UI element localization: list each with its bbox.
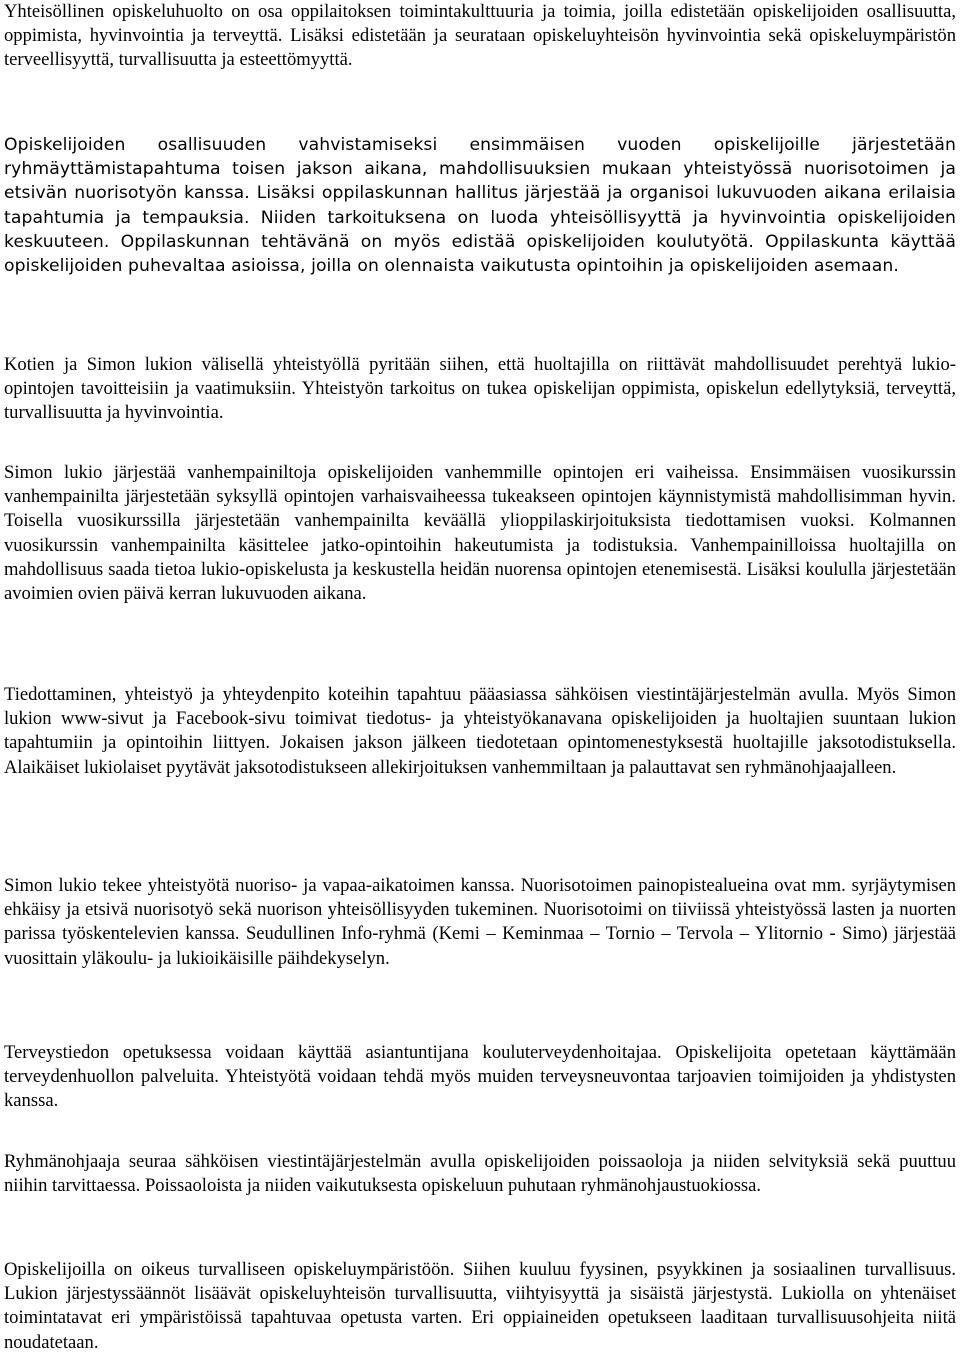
paragraph-student-welfare: Yhteisöllinen opiskeluhuolto on osa oppilaitoksen toimintakulttuuria ja toimia, joilla edistetään opiskelijoiden osallisuutta, oppimista, hyvinvointia ja terveyttä. Lisäksi edistetään ja seurataan opiskeluyhteisön hyvinvointia sekä opiskeluympäristön terveellisyyttä, turvallisuutta ja esteettömyyttä.: [4, 1, 956, 71]
paragraph-student-participation: Opiskelijoiden osallisuuden vahvistamiseksi ensimmäisen vuoden opiskelijoille järjestetään ryhmäyttämistapahtuma toisen jakson aikana, mahdollisuuksien mukaan yhteistyössä nuorisotoimen ja etsivän nuorisotyön kanssa. Lisäksi oppilaskunnan hallitus järjestää ja organisoi lukuvuoden aikana erilaisia tapahtumia ja tempauksia. Niiden tarkoituksena on luoda yhteisöllisyyttä ja hyvinvointia opiskelijoiden keskuuteen. Oppilaskunnan tehtävänä on myös edistää opiskelijoiden koulutyötä. Oppilaskunta käyttää opiskelijoiden puhevaltaa asioissa, joilla on olennaista vaikutusta opintoihin ja opiskelijoiden asemaan.: [4, 135, 956, 277]
paragraph-home-cooperation: Kotien ja Simon lukion välisellä yhteistyöllä pyritään siihen, että huoltajilla on riittävät mahdollisuudet perehtyä lukio-opintojen tavoitteisiin ja vaatimuksiin. Yhteistyön tarkoitus on tukea opiskelijan oppimista, opiskelun edellytyksiä, terveyttä, turvallisuutta ja hyvinvointia.: [4, 354, 956, 424]
paragraph-safe-environment: Opiskelijoilla on oikeus turvalliseen opiskeluympäristöön. Siihen kuuluu fyysinen, psyykkinen ja sosiaalinen turvallisuus. Lukion järjestyssäännöt lisäävät opiskeluyhteisön turvallisuutta, viihtyisyyttä ja sisäistä järjestystä. Lukiolla on yhtenäiset toimintatavat eri ympäristöissä tapahtuvaa opetusta varten. Eri oppiaineiden opetukseen laaditaan turvallisuusohjeita niitä noudatetaan.: [4, 1259, 956, 1353]
paragraph-communication: Tiedottaminen, yhteistyö ja yhteydenpito koteihin tapahtuu pääasiassa sähköisen viestintäjärjestelmän avulla. Myös Simon lukion www-sivut ja Facebook-sivu toimivat tiedotus- ja yhteistyökanavana opiskelijoiden ja huoltajien suuntaan lukion tapahtumiin ja opintoihin liittyen. Jokaisen jakson jälkeen tiedotetaan opintomenestyksestä huoltajille jaksotodistuksella. Alaikäiset lukiolaiset pyytävät jaksotodistukseen allekirjoituksen vanhemmiltaan ja palauttavat sen ryhmänohjaajalleen.: [4, 684, 956, 778]
paragraph-absences: Ryhmänohjaaja seuraa sähköisen viestintäjärjestelmän avulla opiskelijoiden poissaoloja ja niiden selvityksiä sekä puuttuu niihin tarvittaessa. Poissaoloista ja niiden vaikutuksesta opiskeluun puhutaan ryhmänohjaustuokiossa.: [4, 1151, 956, 1197]
paragraph-youth-services: Simon lukio tekee yhteistyötä nuoriso- ja vapaa-aikatoimen kanssa. Nuorisotoimen painopistealueina ovat mm. syrjäytymisen ehkäisy ja etsivä nuorisotyö sekä nuorison yhteisöllisyyden tukeminen. Nuorisotoimi on tiiviissä yhteistyössä lasten ja nuorten parissa työskentelevien kanssa. Seudullinen Info-ryhmä (Kemi – Keminmaa – Tornio – Tervola – Ylitornio - Simo) järjestää vuosittain yläkoulu- ja lukioikäisille päihdekyselyn.: [4, 875, 956, 969]
paragraph-health-education: Terveystiedon opetuksessa voidaan käyttää asiantuntijana kouluterveydenhoitajaa. Opiskelijoita opetetaan käyttämään terveydenhuollon palveluita. Yhteistyötä voidaan tehdä myös muiden terveysneuvontaa tarjoavien toimijoiden ja yhdistysten kanssa.: [4, 1042, 956, 1112]
paragraph-parent-evenings: Simon lukio järjestää vanhempainiltoja opiskelijoiden vanhemmille opintojen eri vaiheissa. Ensimmäisen vuosikurssin vanhempainilta järjestetään syksyllä opintojen varhaisvaiheessa tukeakseen opintojen käynnistymistä mahdollisimman hyvin. Toisella vuosikurssilla järjestetään vanhempainilta keväällä ylioppilaskirjoituksista tiedottamisen vuoksi. Kolmannen vuosikurssin vanhempainilta käsittelee jatko-opintoihin hakeutumista ja todistuksia. Vanhempainilloissa huoltajilla on mahdollisuus saada tietoa lukio-opiskelusta ja keskustella heidän nuorensa opintojen etenemisestä. Lisäksi koululla järjestetään avoimien ovien päivä kerran lukuvuoden aikana.: [4, 462, 956, 605]
